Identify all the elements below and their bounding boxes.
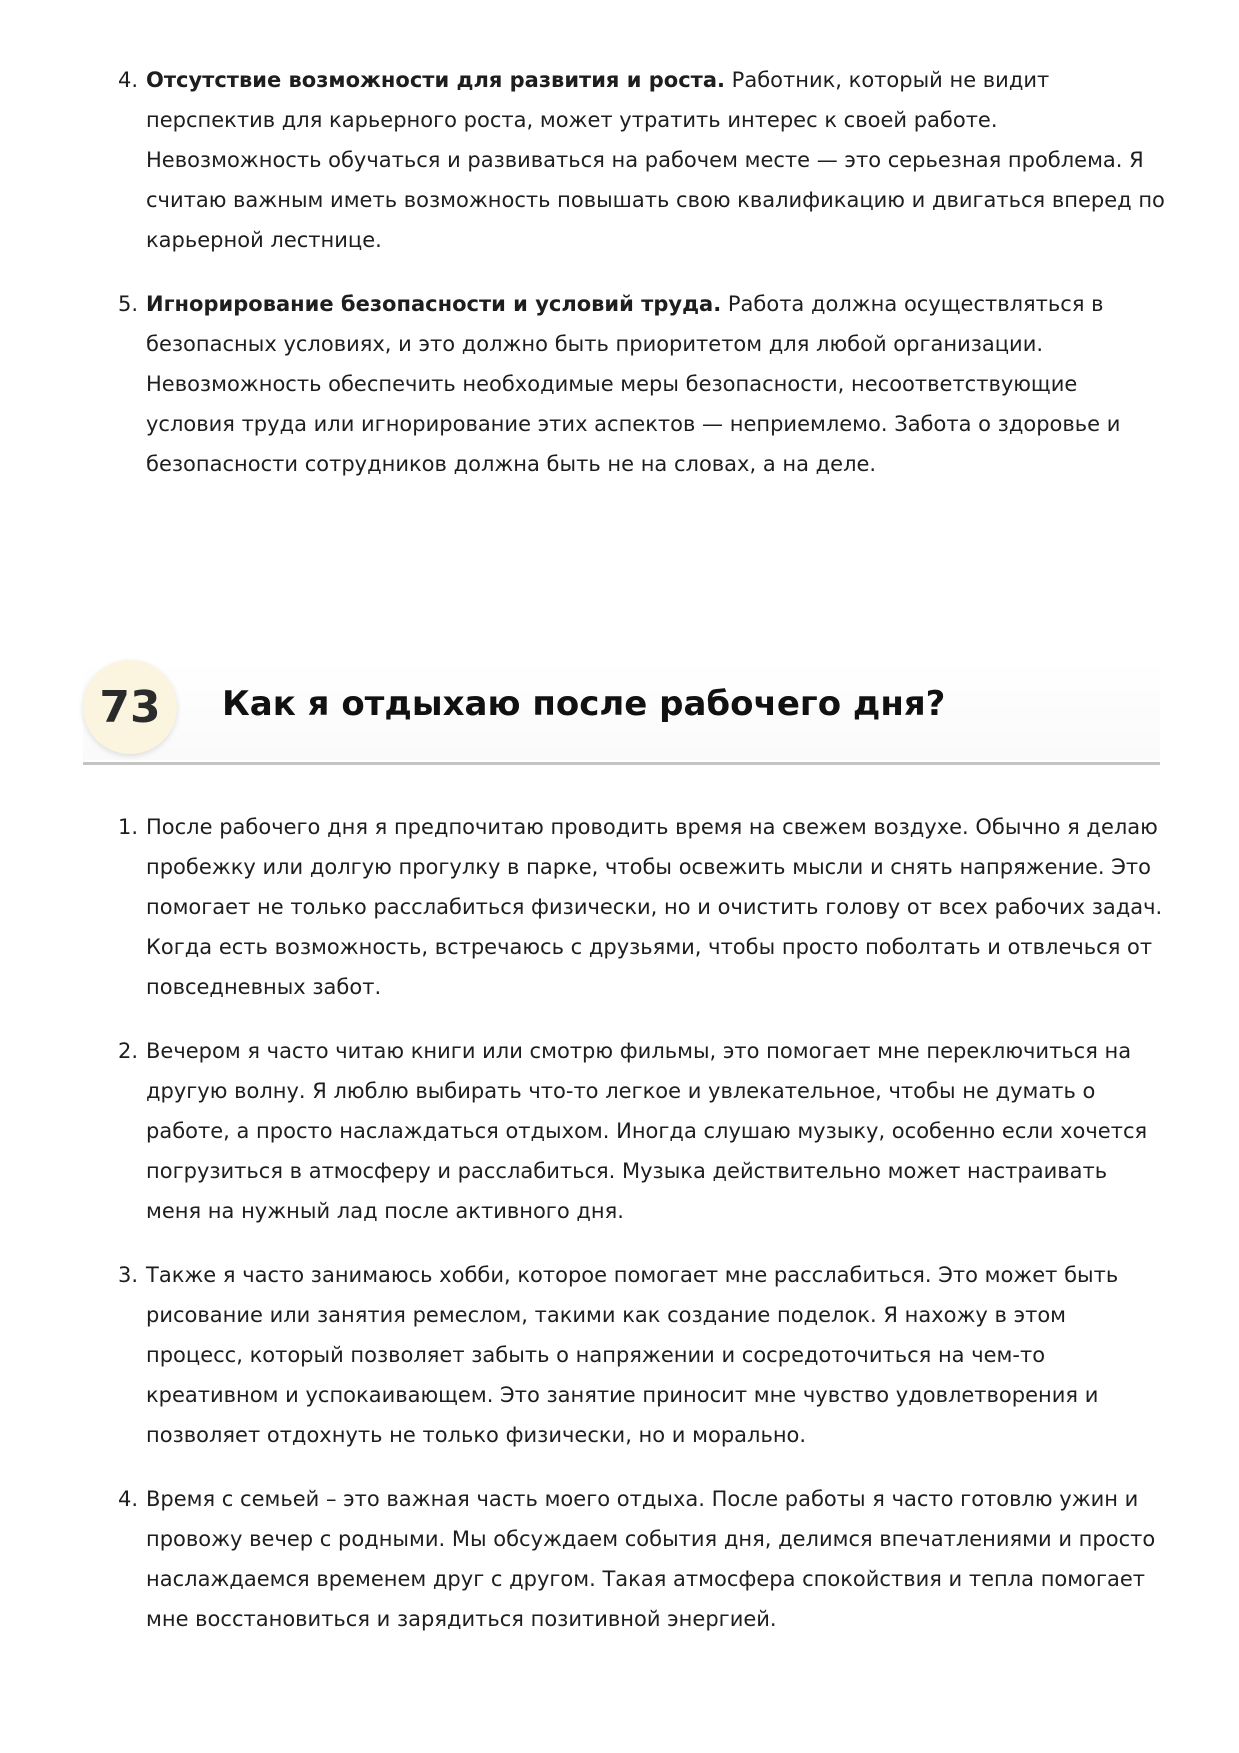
list-item-text: Работа должна осуществляться в безопасных условиях, и это должно быть приоритетом для любой организации. Невозможность обеспечить необходимые меры безопасности, несоответствующие условия труда или игнорирование этих аспектов — неприемлемо. Забота о здоровье и безопасности сотрудников должна быть не на словах, а на деле. <box>146 292 1121 476</box>
list-item-text: Работник, который не видит перспектив для карьерного роста, может утратить интерес к своей работе. Невозможность обучаться и развиваться на рабочем месте — это серьезная проблема. Я считаю важным иметь возможность повышать свою квалификацию и двигаться вперед по карьерной лестнице. <box>146 68 1165 252</box>
list-item-lead: Игнорирование безопасности и условий труда. <box>146 292 722 316</box>
list-item-number: 3. <box>118 1263 139 1287</box>
list-item <box>118 1479 1168 1639</box>
answer-list <box>118 807 1168 1663</box>
list-item-number: 2. <box>118 1039 139 1063</box>
list-item <box>118 1031 1168 1231</box>
list-item-number: 5. <box>118 292 139 316</box>
list-item <box>118 60 1168 260</box>
list-item-text: Также я часто занимаюсь хобби, которое помогает мне расслабиться. Это может быть рисование или занятия ремеслом, такими как создание поделок. Я нахожу в этом процесс, который позволяет забыть о напряжении и сосредоточиться на чем-то креативном и успокаивающем. Это занятие приносит мне чувство удовлетворения и позволяет отдохнуть не только физически, но и морально. <box>146 1263 1119 1447</box>
list-item-number: 1. <box>118 815 139 839</box>
list-item-text: Время с семьей – это важная часть моего отдыха. После работы я часто готовлю ужин и провожу вечер с родными. Мы обсуждаем события дня, делимся впечатлениями и просто наслаждаемся временем друг с другом. Такая атмосфера спокойствия и тепла помогает мне восстановиться и зарядиться позитивной энергией. <box>146 1487 1156 1631</box>
list-item <box>118 284 1168 484</box>
list-item-number: 4. <box>118 68 139 92</box>
list-item <box>118 1255 1168 1455</box>
section-divider <box>83 762 1160 765</box>
list-item-lead: Отсутствие возможности для развития и роста. <box>146 68 725 92</box>
section-header <box>83 660 1160 765</box>
list-item <box>118 807 1168 1007</box>
list-item-text: Вечером я часто читаю книги или смотрю фильмы, это помогает мне переключиться на другую волну. Я люблю выбирать что-то легкое и увлекательное, чтобы не думать о работе, а просто наслаждаться отдыхом. Иногда слушаю музыку, особенно если хочется погрузиться в атмосферу и расслабиться. Музыка действительно может настраивать меня на нужный лад после активного дня. <box>146 1039 1148 1223</box>
section-title: Как я отдыхаю после рабочего дня? <box>222 684 946 724</box>
previous-answer-list <box>118 60 1168 508</box>
section-number-badge: 73 <box>83 660 177 754</box>
list-item-text: После рабочего дня я предпочитаю проводить время на свежем воздухе. Обычно я делаю пробежку или долгую прогулку в парке, чтобы освежить мысли и снять напряжение. Это помогает не только расслабиться физически, но и очистить голову от всех рабочих задач. Когда есть возможность, встречаюсь с друзьями, чтобы просто поболтать и отвлечься от повседневных забот. <box>146 815 1163 999</box>
list-item-number: 4. <box>118 1487 139 1511</box>
